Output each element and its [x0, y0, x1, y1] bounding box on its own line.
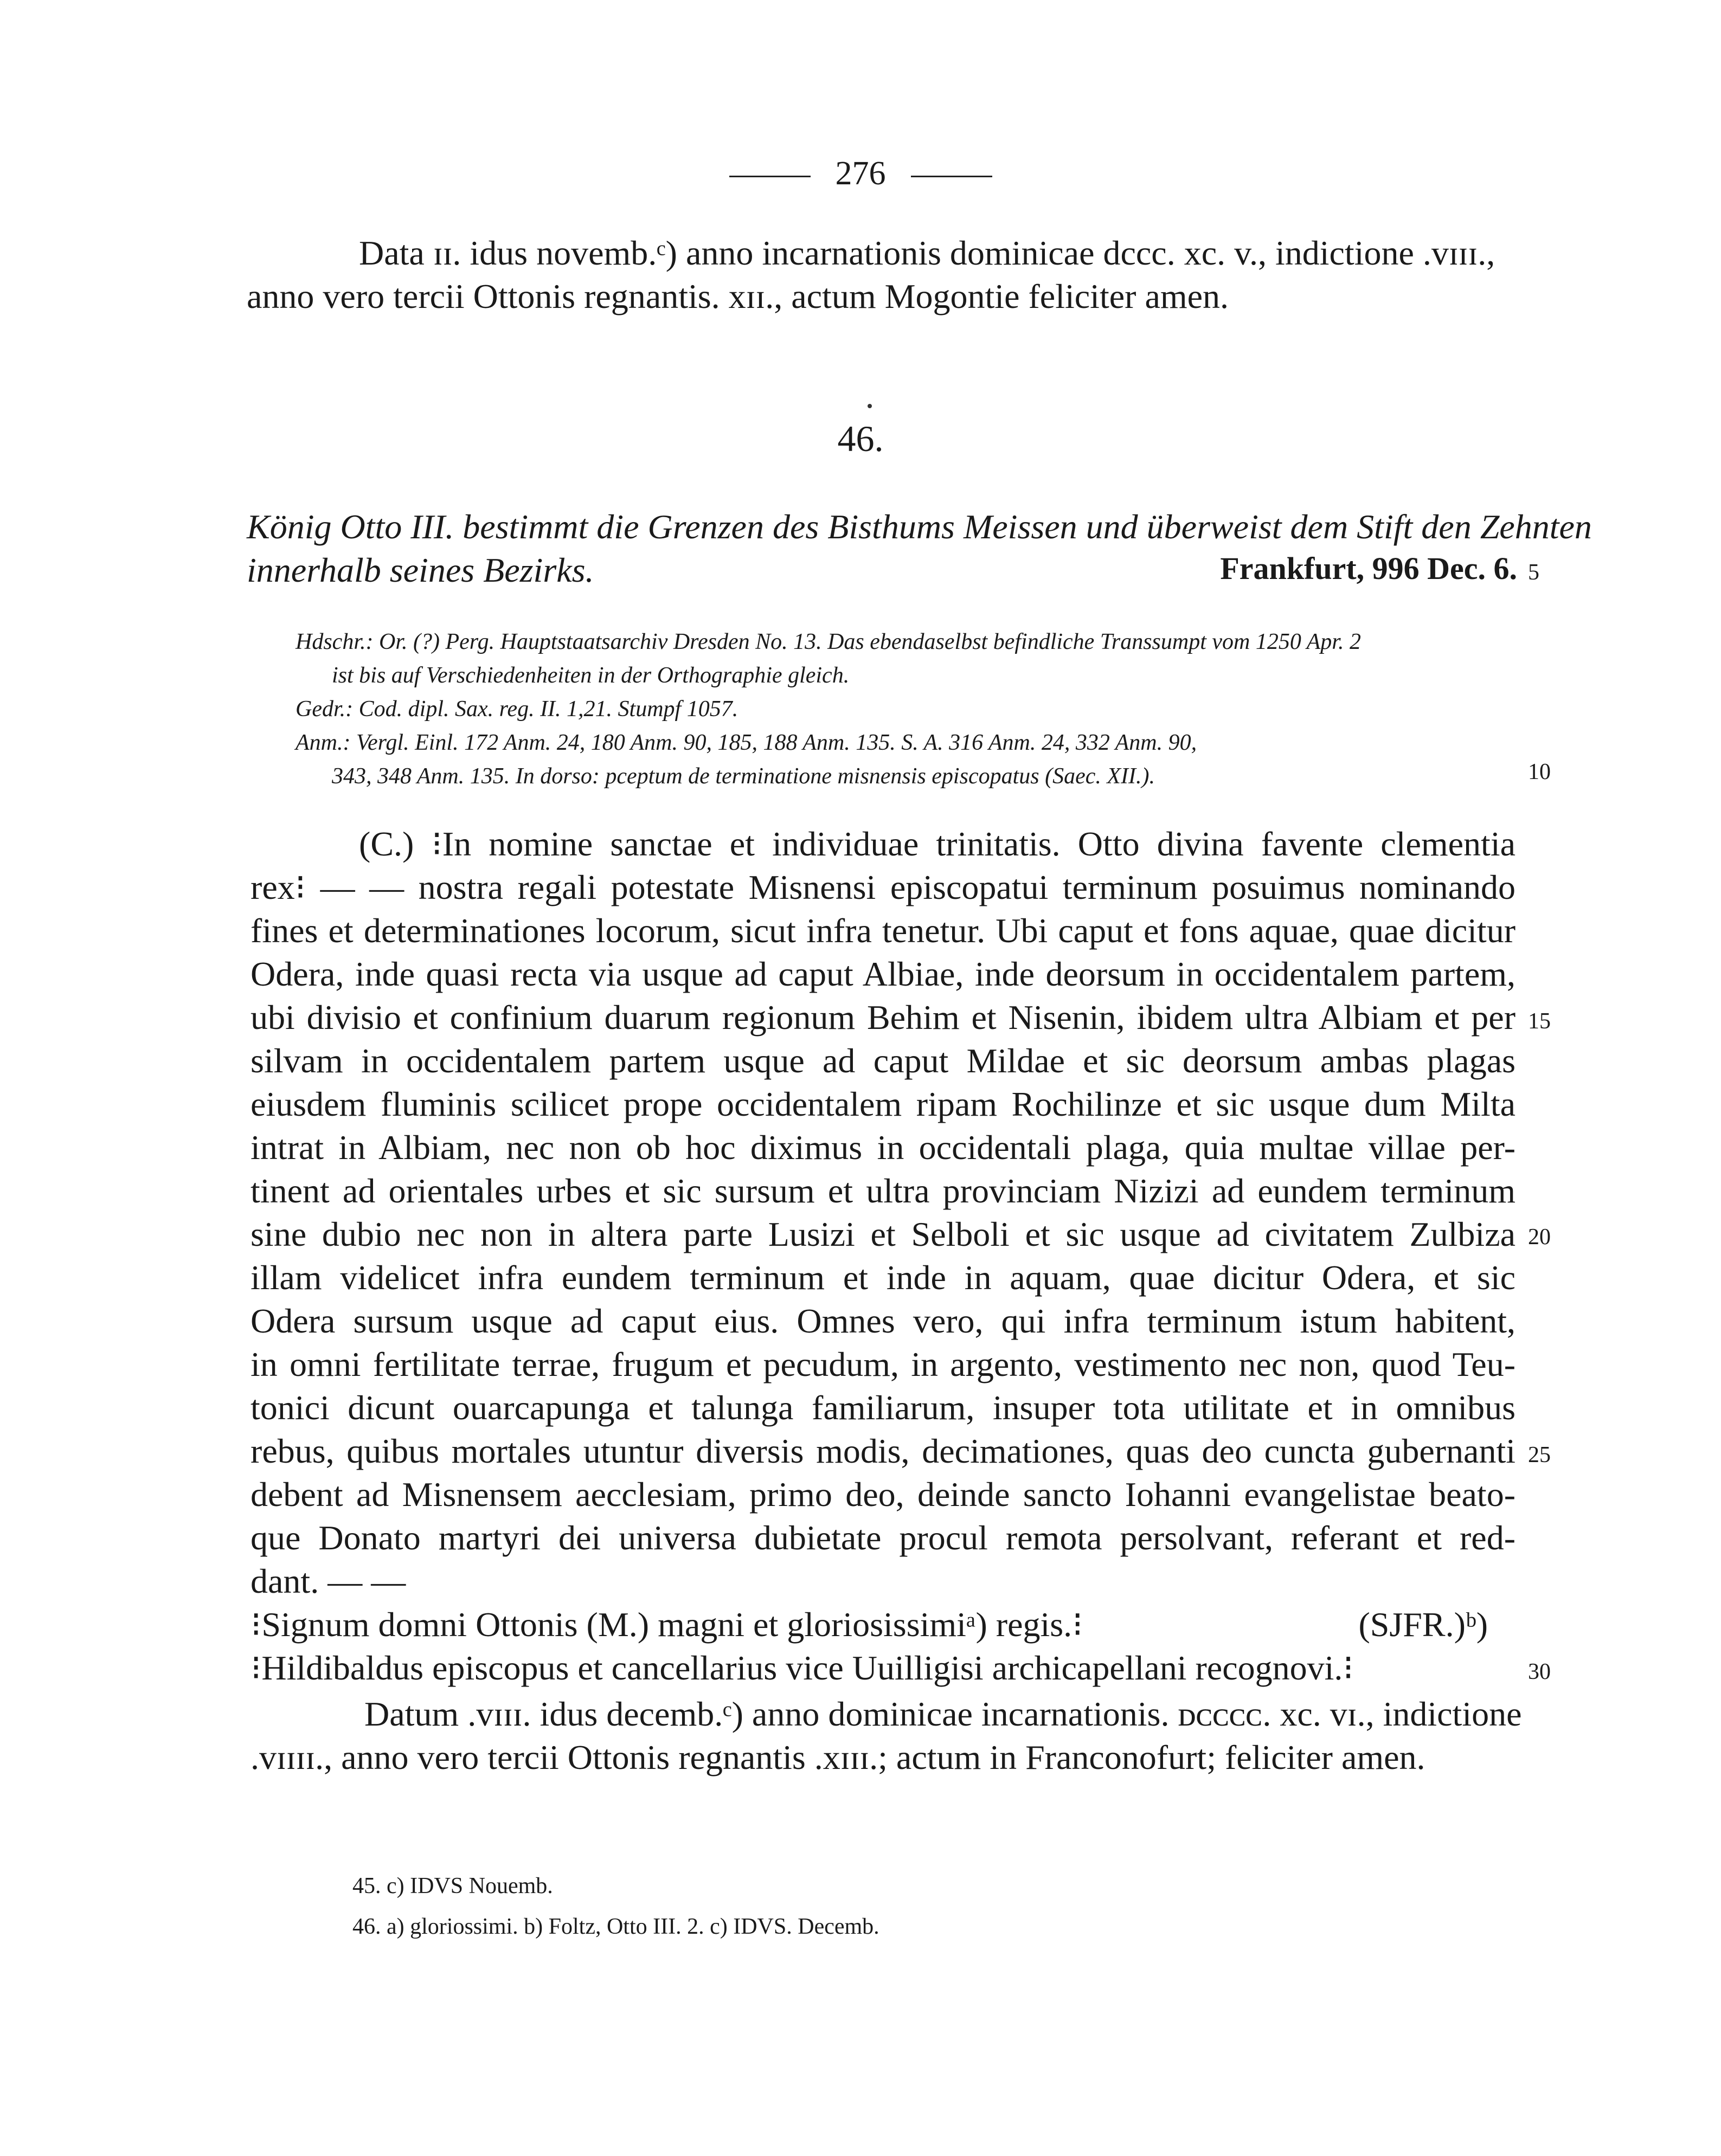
datum-line-1: Datum .ᴠɪɪɪ. idus decemb.ᶜ) anno dominicae incarnationis. ᴅᴄᴄᴄᴄ. xc. ᴠɪ., indictione: [364, 1695, 1522, 1733]
apparatus-line-3: Gedr.: Cod. dipl. Sax. reg. II. 1,21. Stumpf 1057.: [296, 697, 739, 722]
text-line-5: ubi divisio et confinium duarum regionum Behim et Nisenin, ibidem ultra Albiam et per: [251, 998, 1515, 1037]
apparatus-line-1: Hdschr.: Or. (?) Perg. Hauptstaatsarchiv Dresden No. 13. Das ebendaselbst befindliche Transsumpt vom 1250 Apr. 2: [296, 629, 1361, 654]
header-rule-right: [911, 176, 992, 177]
seal-note: (SJFR.)ᵇ): [1358, 1605, 1488, 1644]
apparatus-line-4: Anm.: Vergl. Einl. 172 Anm. 24, 180 Anm. 90, 185, 188 Anm. 135. S. A. 316 Anm. 24, 332 Anm. 90,: [296, 730, 1197, 755]
text-line-7: eiusdem fluminis scilicet prope occidentalem ripam Rochilinze et sic usque dum Milta: [251, 1085, 1515, 1123]
apparatus-line-5: 343, 348 Anm. 135. In dorso: pceptum de terminatione misnensis episcopatus (Saec. XII.).: [332, 764, 1155, 789]
text-line-15: rebus, quibus mortales utuntur diversis modis, decimationes, quas deo cuncta gubernanti: [251, 1432, 1515, 1470]
text-line-16: debent ad Misnensem aecclesiam, primo deo, deinde sancto Iohanni evangelistae beato-: [251, 1475, 1515, 1514]
page-header: [0, 155, 1721, 193]
place-date: Frankfurt, 996 Dec. 6.: [1220, 551, 1517, 586]
text-line-11: illam videlicet infra eundem terminum et inde in aquam, quae dicitur Odera, et sic: [251, 1258, 1515, 1297]
regest-line-1: König Otto III. bestimmt die Grenzen des Bisthums Meissen und überweist dem Stift den Zehnten: [247, 507, 1592, 546]
header-rule-left: [729, 176, 811, 177]
text-line-13: in omni fertilitate terrae, frugum et pecudum, in argento, vestimento nec non, quod Teu-: [251, 1345, 1515, 1383]
line-number-10: 10: [1528, 760, 1551, 784]
footnote-45: 45. c) IDVS Nouemb.: [352, 1874, 553, 1898]
prev-document-line-2: anno vero tercii Ottonis regnantis. xɪɪ., actum Mogontie feliciter amen.: [247, 277, 1229, 316]
text-line-6: silvam in occidentalem partem usque ad caput Mildae et sic deorsum ambas plagas: [251, 1041, 1515, 1080]
text-line-4: Odera, inde quasi recta via usque ad caput Albiae, inde deorsum in occidentalem partem,: [251, 955, 1515, 993]
line-number-15: 15: [1528, 1009, 1551, 1034]
signum-line: ⁝Signum domni Ottonis (M.) magni et gloriosissimiᵃ) regis.⁝: [251, 1605, 1083, 1644]
document-number: 46.: [837, 418, 884, 459]
page-number: 276: [835, 155, 886, 192]
datum-line-2: .ᴠɪɪɪɪ., anno vero tercii Ottonis regnantis .xɪɪɪ.; actum in Franconofurt; feliciter amen.: [251, 1738, 1425, 1777]
regest-line-2: innerhalb seines Bezirks.: [247, 551, 594, 589]
text-line-14: tonici dicunt ouarcapunga et talunga familiarum, insuper tota utilitate et in omnibus: [251, 1388, 1515, 1427]
line-number-20: 20: [1528, 1225, 1551, 1250]
text-line-8: intrat in Albiam, nec non ob hoc diximus in occidentali plaga, quia multae villae per-: [251, 1128, 1515, 1167]
line-number-30: 30: [1528, 1659, 1551, 1684]
text-line-1: (C.) ⁝In nomine sanctae et individuae trinitatis. Otto divina favente clementia: [359, 825, 1515, 863]
apparatus-line-2: ist bis auf Verschiedenheiten in der Orthographie gleich.: [332, 663, 850, 688]
text-line-18: dant. — —: [251, 1562, 406, 1600]
text-line-9: tinent ad orientales urbes et sic sursum et ultra provinciam Nizizi ad eundem terminum: [251, 1172, 1515, 1210]
text-line-3: fines et determinationes locorum, sicut infra tenetur. Ubi caput et fons aquae, quae dicitur: [251, 911, 1515, 950]
text-line-10: sine dubio nec non in altera parte Lusizi et Selboli et sic usque ad civitatem Zulbiza: [251, 1215, 1515, 1253]
recognition-line: ⁝Hildibaldus episcopus et cancellarius vice Uuilligisi archicapellani recognovi.⁝: [251, 1649, 1354, 1687]
speck-mark: [868, 404, 872, 408]
line-number-5: 5: [1528, 560, 1539, 585]
footnote-46: 46. a) gloriossimi. b) Foltz, Otto III. 2. c) IDVS. Decemb.: [352, 1914, 879, 1939]
text-line-12: Odera sursum usque ad caput eius. Omnes vero, qui infra terminum istum habitent,: [251, 1302, 1515, 1340]
text-line-2: rex⁝ — — nostra regali potestate Misnensi episcopatui terminum posuimus nominando: [251, 868, 1515, 906]
prev-document-line-1: Data ɪɪ. idus novemb.ᶜ) anno incarnationis dominicae dccc. xc. v., indictione .ᴠɪɪɪ.,: [359, 234, 1495, 272]
line-number-25: 25: [1528, 1443, 1551, 1468]
text-line-17: que Donato martyri dei universa dubietate procul remota persolvant, referant et red-: [251, 1518, 1515, 1557]
